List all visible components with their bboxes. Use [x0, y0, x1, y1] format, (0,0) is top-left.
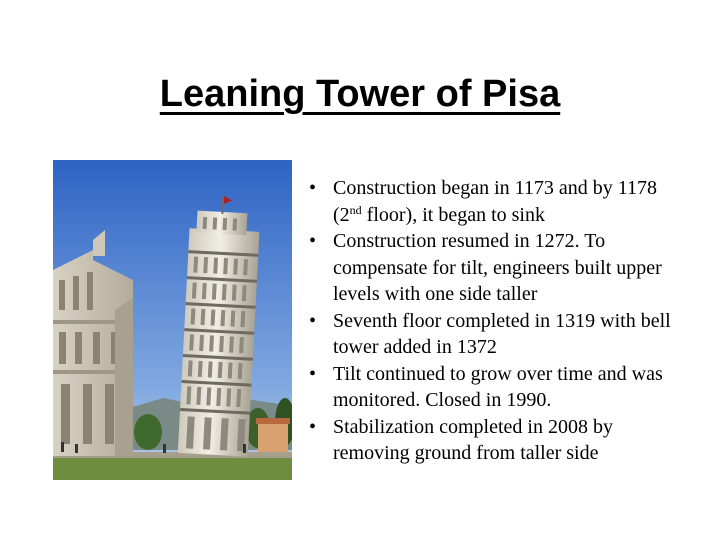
bullet-list — [306, 175, 686, 467]
slide-title: Leaning Tower of Pisa — [159, 73, 561, 115]
list-item: • Construction resumed in 1272. To compensate for tilt, engineers built upper levels with one side taller — [306, 228, 686, 308]
list-item: • Construction began in 1173 and by 1178 (2nd floor), it began to sink — [306, 175, 686, 228]
list-item: • Tilt continued to grow over time and was monitored. Closed in 1990. — [306, 361, 686, 414]
list-item: • Seventh floor completed in 1319 with bell tower added in 1372 — [306, 308, 686, 361]
tower-photo — [53, 160, 292, 480]
list-item: • Stabilization completed in 2008 by removing ground from taller side — [306, 414, 686, 467]
